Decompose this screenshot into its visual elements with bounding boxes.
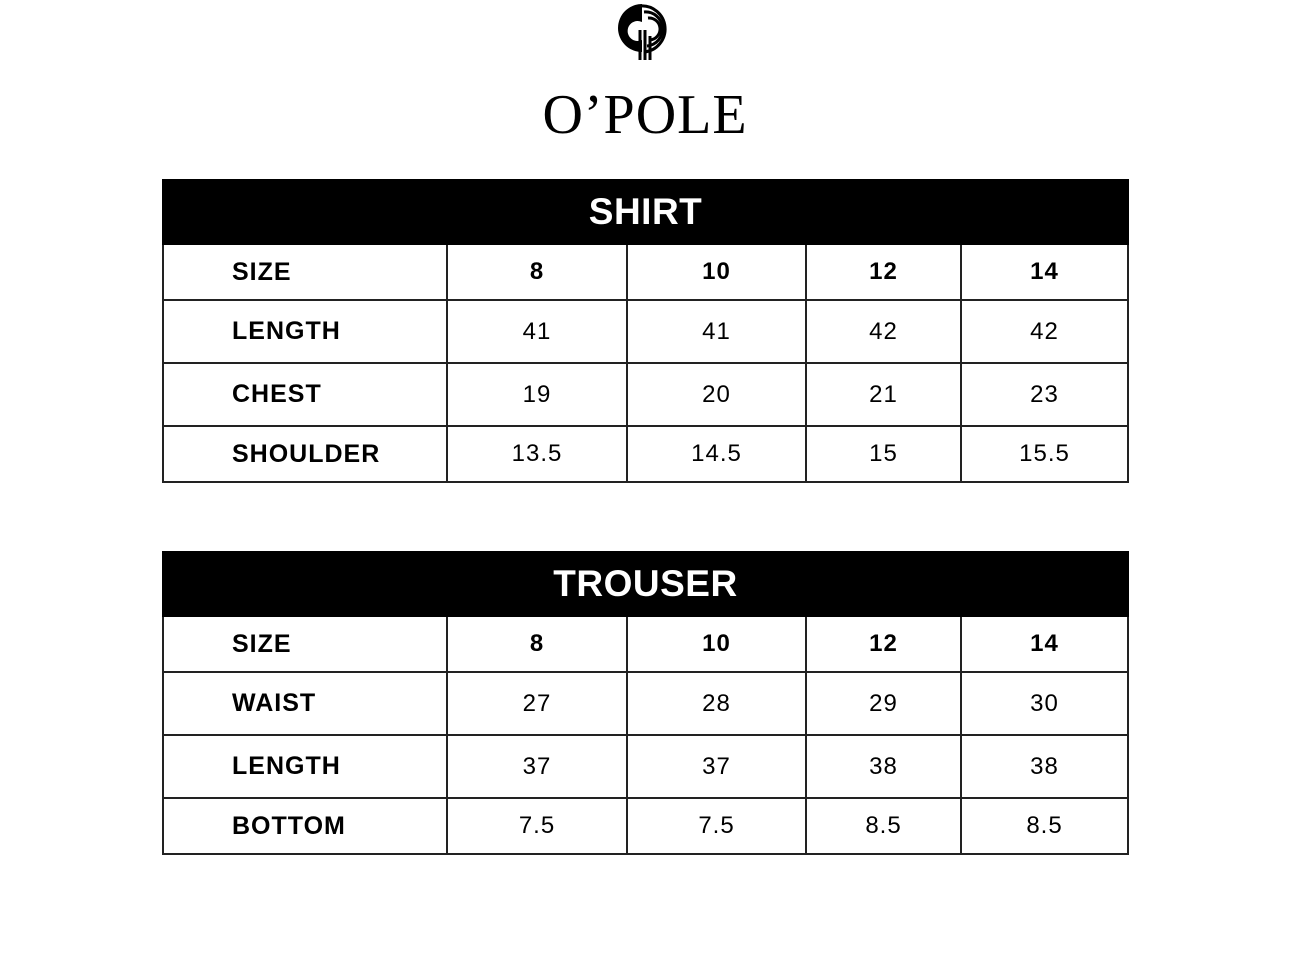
size-header: 10 (627, 244, 806, 300)
size-header: 12 (806, 616, 961, 672)
cell-value: 7.5 (627, 798, 806, 854)
size-label: SIZE (163, 244, 447, 300)
cell-value: 42 (806, 300, 961, 363)
row-label: SHOULDER (163, 426, 447, 482)
cell-value: 14.5 (627, 426, 806, 482)
size-header: 10 (627, 616, 806, 672)
row-label: LENGTH (163, 735, 447, 798)
cell-value: 27 (447, 672, 627, 735)
shirt-size-row (163, 244, 1128, 300)
shirt-length-row (163, 300, 1128, 363)
row-label: LENGTH (163, 300, 447, 363)
cell-value: 21 (806, 363, 961, 426)
size-header: 14 (961, 244, 1128, 300)
trouser-size-table (162, 551, 1129, 855)
shirt-chest-row (163, 363, 1128, 426)
cell-value: 15 (806, 426, 961, 482)
cell-value: 30 (961, 672, 1128, 735)
shirt-shoulder-row (163, 426, 1128, 482)
row-label: CHEST (163, 363, 447, 426)
cell-value: 23 (961, 363, 1128, 426)
shirt-size-table (162, 179, 1129, 483)
row-label: WAIST (163, 672, 447, 735)
cell-value: 8.5 (806, 798, 961, 854)
trouser-bottom-row (163, 798, 1128, 854)
cell-value: 42 (961, 300, 1128, 363)
trouser-table-title: TROUSER (163, 552, 1128, 616)
size-header: 8 (447, 244, 627, 300)
cell-value: 13.5 (447, 426, 627, 482)
cell-value: 38 (806, 735, 961, 798)
cell-value: 15.5 (961, 426, 1128, 482)
size-header: 14 (961, 616, 1128, 672)
trouser-size-row (163, 616, 1128, 672)
cell-value: 37 (447, 735, 627, 798)
cell-value: 20 (627, 363, 806, 426)
cell-value: 8.5 (961, 798, 1128, 854)
cell-value: 28 (627, 672, 806, 735)
size-label: SIZE (163, 616, 447, 672)
cell-value: 41 (627, 300, 806, 363)
cell-value: 37 (627, 735, 806, 798)
shirt-table-title: SHIRT (163, 180, 1128, 244)
row-label: BOTTOM (163, 798, 447, 854)
cell-value: 19 (447, 363, 627, 426)
cell-value: 7.5 (447, 798, 627, 854)
cell-value: 38 (961, 735, 1128, 798)
brand-name: O’POLE (542, 84, 748, 146)
size-header: 12 (806, 244, 961, 300)
cell-value: 29 (806, 672, 961, 735)
size-header: 8 (447, 616, 627, 672)
trouser-waist-row (163, 672, 1128, 735)
opole-logo-icon (612, 0, 682, 66)
cell-value: 41 (447, 300, 627, 363)
trouser-length-row (163, 735, 1128, 798)
